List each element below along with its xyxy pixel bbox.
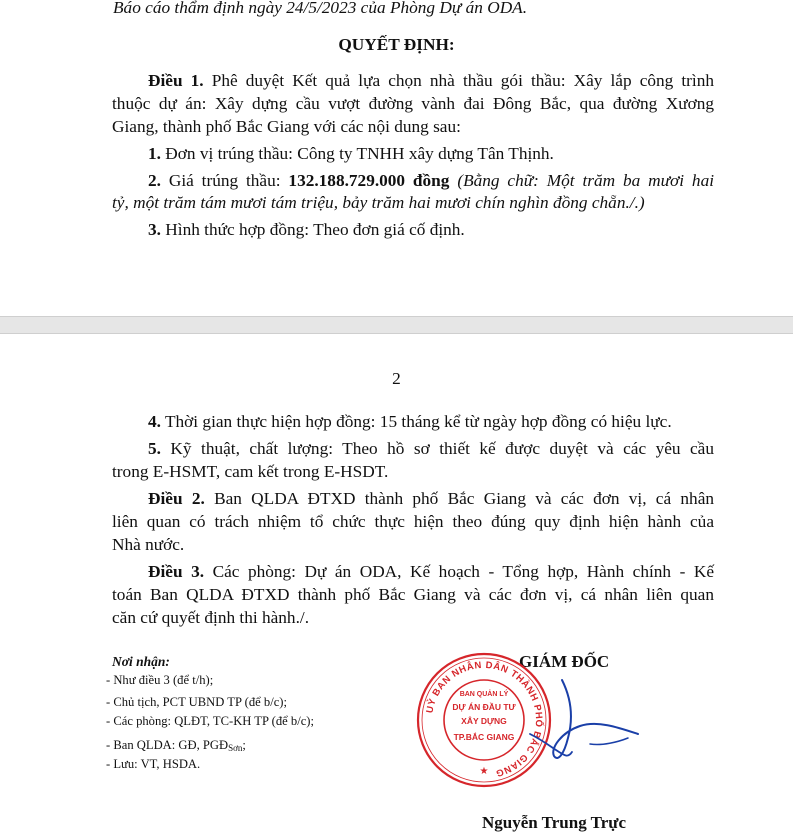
article-2-line-2: liên quan có trách nhiệm tổ chức thực hiện theo đúng quy định hiện hành của bbox=[112, 512, 714, 531]
svg-text:XÂY DỰNG: XÂY DỰNG bbox=[461, 716, 507, 726]
recipient-item-ban-qlda: - Ban QLDA: GĐ, $PGĐ_{Sơn}$; bbox=[106, 738, 246, 753]
item-5-line-1: 5. Kỹ thuật, chất lượng: Theo hồ sơ thiết kế được duyệt và các yêu cầu bbox=[148, 439, 714, 458]
svg-text:TP.BẮC GIANG: TP.BẮC GIANG bbox=[453, 732, 515, 742]
decision-heading: QUYẾT ĐỊNH: bbox=[338, 35, 455, 54]
item-2-line-1: 2. Giá trúng thầu: 132.188.729.000 đồng (Bằng chữ: Một trăm ba mươi hai bbox=[148, 171, 715, 190]
item-3: 3. Hình thức hợp đồng: Theo đơn giá cố định. bbox=[148, 220, 465, 239]
article-2-line-1: Điều 2. Ban QLDA ĐTXD thành phố Bắc Giang và các đơn vị, cá nhân bbox=[148, 489, 715, 508]
article-3-line-2: toán Ban QLDA ĐTXD thành phố Bắc Giang và các đơn vị, cá nhân liên quan bbox=[112, 585, 714, 604]
handwritten-signature-icon bbox=[470, 676, 650, 776]
article-3-line-3: căn cứ quyết định thi hành./. bbox=[112, 608, 310, 627]
page-separator bbox=[0, 316, 793, 334]
recipient-item: - Chủ tịch, PCT UBND TP (để b/c); bbox=[106, 695, 287, 709]
svg-text:BAN QUẢN LÝ: BAN QUẢN LÝ bbox=[459, 691, 509, 698]
article-2-line-3: Nhà nước. bbox=[112, 535, 185, 554]
article-3-line-1: Điều 3. Các phòng: Dự án ODA, Kế hoạch - Tổng hợp, Hành chính - Kế bbox=[148, 562, 715, 581]
signer-name: Nguyễn Trung Trực bbox=[482, 813, 627, 832]
item-4: 4. Thời gian thực hiện hợp đồng: 15 tháng kể từ ngày hợp đồng có hiệu lực. bbox=[148, 412, 672, 431]
page-number: 2 bbox=[392, 369, 401, 388]
item-1: 1. Đơn vị trúng thầu: Công ty TNHH xây dựng Tân Thịnh. bbox=[148, 144, 554, 163]
document-page-1 bbox=[0, 0, 793, 316]
item-2-line-2: tỷ, một trăm tám mươi tám triệu, bảy trăm hai mươi chín nghìn đồng chẵn./.) bbox=[112, 193, 645, 212]
report-reference-line: Báo cáo thẩm định ngày 24/5/2023 của Phòng Dự án ODA. bbox=[113, 0, 528, 17]
article-1-line-2: thuộc dự án: Xây dựng cầu vượt đường vành đai Đông Bắc, qua đường Xương bbox=[112, 94, 714, 113]
recipients-title: Nơi nhận: bbox=[112, 654, 170, 669]
signer-title: GIÁM ĐỐC bbox=[519, 652, 610, 671]
article-1-line-1: Điều 1. Phê duyệt Kết quả lựa chọn nhà thầu gói thầu: Xây lắp công trình bbox=[148, 71, 715, 90]
recipient-item: - Các phòng: QLĐT, TC-KH TP (để b/c); bbox=[106, 714, 314, 728]
recipient-item: - Như điều 3 (để t/h); bbox=[106, 673, 214, 687]
svg-text:DỰ ÁN ĐẦU TƯ: DỰ ÁN ĐẦU TƯ bbox=[452, 702, 516, 712]
article-1-line-3: Giang, thành phố Bắc Giang với các nội dung sau: bbox=[112, 117, 461, 136]
svg-text:★: ★ bbox=[479, 766, 489, 777]
recipient-item: - Lưu: VT, HSDA. bbox=[106, 757, 201, 771]
svg-text:UỶ BAN NHÂN DÂN THÀNH PHỐ BẮC: UỶ BAN NHÂN DÂN THÀNH PHỐ BẮC GIANG bbox=[424, 659, 545, 779]
item-5-line-2: trong E-HSMT, cam kết trong E-HSDT. bbox=[112, 462, 389, 481]
